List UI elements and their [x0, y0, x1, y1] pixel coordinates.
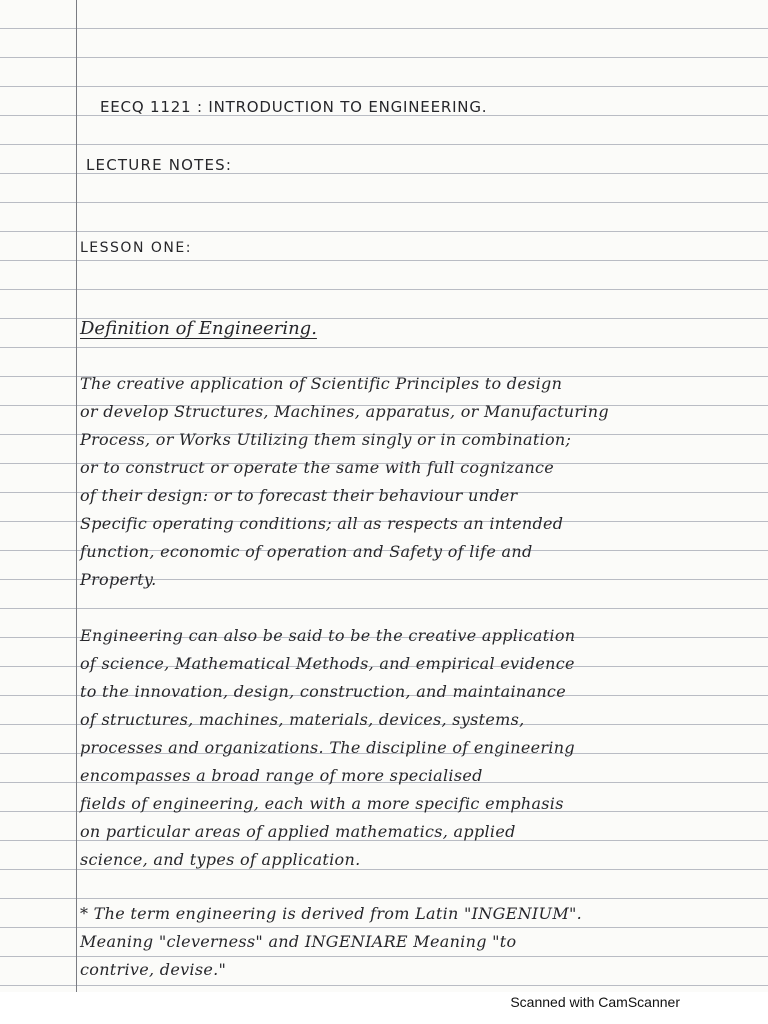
course-title: EECQ 1121 : INTRODUCTION TO ENGINEERING. [100, 98, 488, 116]
text-line: on particular areas of applied mathematics, applied [80, 822, 516, 841]
ruled-line [0, 898, 768, 899]
ruled-line [0, 202, 768, 203]
text-line: or to construct or operate the same with full cognizance [80, 458, 555, 477]
text-line: fields of engineering, each with a more specific emphasis [80, 794, 564, 813]
etymology-paragraph [80, 900, 750, 984]
text-line: science, and types of application. [80, 850, 361, 869]
margin-line [76, 0, 77, 992]
text-line: Property. [80, 570, 157, 589]
ruled-line [0, 260, 768, 261]
ruled-line [0, 144, 768, 145]
text-line: The creative application of Scientific Principles to design [80, 374, 563, 393]
text-line: of structures, machines, materials, devices, systems, [80, 710, 525, 729]
text-line: of their design: or to forecast their behaviour under [80, 486, 518, 505]
ruled-line [0, 231, 768, 232]
ruled-line [0, 289, 768, 290]
ruled-line [0, 347, 768, 348]
text-line: Specific operating conditions; all as respects an intended [80, 514, 564, 533]
text-line: encompasses a broad range of more specialised [80, 766, 483, 785]
text-line: contrive, devise." [80, 960, 227, 979]
text-line: Engineering can also be said to be the creative application [80, 626, 576, 645]
ruled-line [0, 86, 768, 87]
definition-paragraph [80, 370, 750, 594]
text-line: to the innovation, design, construction, and maintainance [80, 682, 566, 701]
ruled-line [0, 608, 768, 609]
text-line: Process, or Works Utilizing them singly or in combination; [80, 430, 572, 449]
text-line: processes and organizations. The discipline of engineering [80, 738, 575, 757]
text-line: Meaning "cleverness" and INGENIARE Meaning "to [80, 932, 517, 951]
ruled-line [0, 57, 768, 58]
scanner-footer [0, 992, 768, 1024]
text-line: or develop Structures, Machines, apparatus, or Manufacturing [80, 402, 609, 421]
notes-title: LECTURE NOTES: [86, 156, 233, 174]
text-line: of science, Mathematical Methods, and empirical evidence [80, 654, 575, 673]
ruled-line [0, 985, 768, 986]
ruled-line [0, 28, 768, 29]
text-line: function, economic of operation and Safety of life and [80, 542, 533, 561]
section-heading: Definition of Engineering. [80, 318, 317, 339]
lesson-title: LESSON ONE: [80, 240, 192, 256]
engineering-paragraph [80, 622, 750, 874]
text-line: * The term engineering is derived from Latin "INGENIUM". [80, 904, 583, 923]
scanner-watermark: Scanned with CamScanner [510, 994, 680, 1010]
